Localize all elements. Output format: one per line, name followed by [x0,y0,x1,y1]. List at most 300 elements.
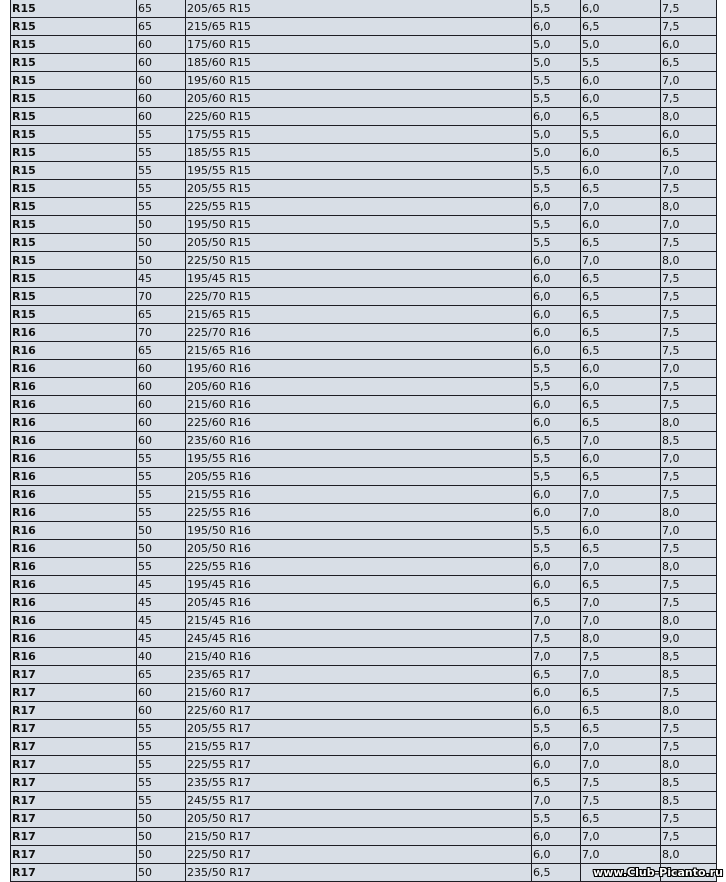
profile-cell: 55 [137,720,186,738]
profile-cell: 45 [137,576,186,594]
tire-size-cell: 215/65 R15 [186,18,532,36]
table-row [11,126,717,144]
profile-cell: 60 [137,36,186,54]
max-rim-width-cell: 6,5 [661,144,717,162]
tire-size-cell: 235/55 R17 [186,774,532,792]
profile-cell: 50 [137,252,186,270]
tire-size-cell: 185/60 R15 [186,54,532,72]
min-rim-width-cell: 6,0 [532,342,581,360]
tire-size-cell: 215/65 R15 [186,306,532,324]
profile-cell: 55 [137,162,186,180]
table-row [11,378,717,396]
profile-cell: 55 [137,558,186,576]
rim-diameter-cell: R16 [11,504,137,522]
rec-rim-width-cell: 6,5 [581,720,661,738]
profile-cell: 55 [137,180,186,198]
tire-size-cell: 175/55 R15 [186,126,532,144]
tire-size-cell: 235/50 R17 [186,864,532,882]
table-row [11,558,717,576]
rec-rim-width-cell: 6,5 [581,234,661,252]
table-row [11,0,717,18]
tire-size-cell: 195/55 R15 [186,162,532,180]
table-row [11,486,717,504]
min-rim-width-cell: 5,5 [532,468,581,486]
table-row [11,648,717,666]
rec-rim-width-cell: 6,0 [581,378,661,396]
tire-size-cell: 215/60 R16 [186,396,532,414]
max-rim-width-cell: 7,5 [661,0,717,18]
tire-size-cell: 185/55 R15 [186,144,532,162]
table-row [11,198,717,216]
max-rim-width-cell: 8,5 [661,792,717,810]
profile-cell: 50 [137,864,186,882]
rim-diameter-cell: R15 [11,288,137,306]
table-row [11,216,717,234]
max-rim-width-cell: 8,0 [661,252,717,270]
table-row [11,576,717,594]
profile-cell: 65 [137,666,186,684]
rec-rim-width-cell: 6,5 [581,540,661,558]
tire-size-cell: 205/60 R16 [186,378,532,396]
rec-rim-width-cell: 6,5 [581,288,661,306]
rim-diameter-cell: R15 [11,90,137,108]
max-rim-width-cell: 7,5 [661,288,717,306]
min-rim-width-cell: 6,0 [532,324,581,342]
profile-cell: 50 [137,846,186,864]
profile-cell: 65 [137,0,186,18]
min-rim-width-cell: 6,0 [532,270,581,288]
rim-diameter-cell: R16 [11,468,137,486]
table-row [11,522,717,540]
table-row [11,396,717,414]
profile-cell: 55 [137,198,186,216]
min-rim-width-cell: 6,5 [532,666,581,684]
table-row [11,234,717,252]
table-row [11,342,717,360]
rec-rim-width-cell: 7,5 [581,774,661,792]
tire-size-cell: 215/50 R17 [186,828,532,846]
rim-diameter-cell: R15 [11,180,137,198]
table-row [11,324,717,342]
rec-rim-width-cell: 7,0 [581,666,661,684]
tire-size-cell: 195/50 R15 [186,216,532,234]
rec-rim-width-cell: 6,5 [581,342,661,360]
tire-size-cell: 245/55 R17 [186,792,532,810]
tire-size-cell: 205/55 R15 [186,180,532,198]
max-rim-width-cell: 7,5 [661,396,717,414]
profile-cell: 60 [137,396,186,414]
min-rim-width-cell: 5,5 [532,720,581,738]
min-rim-width-cell: 5,5 [532,90,581,108]
max-rim-width-cell: 7,0 [661,216,717,234]
max-rim-width-cell: 7,5 [661,180,717,198]
max-rim-width-cell: 8,0 [661,702,717,720]
profile-cell: 55 [137,126,186,144]
table-row [11,288,717,306]
rim-diameter-cell: R16 [11,486,137,504]
table-row [11,450,717,468]
min-rim-width-cell: 7,5 [532,630,581,648]
profile-cell: 50 [137,810,186,828]
min-rim-width-cell: 7,0 [532,612,581,630]
table-row [11,684,717,702]
rec-rim-width-cell: 6,0 [581,450,661,468]
rec-rim-width-cell: 6,5 [581,684,661,702]
table-row [11,414,717,432]
rec-rim-width-cell: 6,5 [581,18,661,36]
min-rim-width-cell: 5,5 [532,162,581,180]
tire-size-cell: 195/50 R16 [186,522,532,540]
min-rim-width-cell: 6,0 [532,684,581,702]
min-rim-width-cell: 5,5 [532,180,581,198]
min-rim-width-cell: 6,0 [532,414,581,432]
rec-rim-width-cell: 6,5 [581,306,661,324]
rec-rim-width-cell: 6,5 [581,270,661,288]
max-rim-width-cell: 8,5 [661,774,717,792]
rec-rim-width-cell: 6,0 [581,360,661,378]
table-row [11,360,717,378]
min-rim-width-cell: 5,0 [532,144,581,162]
tire-size-cell: 225/70 R16 [186,324,532,342]
rim-diameter-cell: R15 [11,144,137,162]
max-rim-width-cell: 7,5 [661,810,717,828]
table-row [11,36,717,54]
profile-cell: 55 [137,774,186,792]
max-rim-width-cell: 8,0 [661,504,717,522]
profile-cell: 45 [137,594,186,612]
rec-rim-width-cell: 7,0 [581,738,661,756]
table-row [11,666,717,684]
profile-cell: 55 [137,504,186,522]
rim-diameter-cell: R16 [11,324,137,342]
rec-rim-width-cell: 6,0 [581,0,661,18]
rec-rim-width-cell: 7,0 [581,828,661,846]
rec-rim-width-cell: 6,5 [581,468,661,486]
table-row [11,108,717,126]
profile-cell: 65 [137,18,186,36]
profile-cell: 55 [137,450,186,468]
rim-diameter-cell: R16 [11,630,137,648]
min-rim-width-cell: 6,0 [532,828,581,846]
tire-size-cell: 215/45 R16 [186,612,532,630]
table-row [11,828,717,846]
max-rim-width-cell: 7,5 [661,828,717,846]
max-rim-width-cell: 7,5 [661,234,717,252]
min-rim-width-cell: 7,0 [532,792,581,810]
min-rim-width-cell: 6,0 [532,504,581,522]
table-row [11,792,717,810]
rim-diameter-cell: R16 [11,378,137,396]
tire-size-cell: 205/55 R17 [186,720,532,738]
rim-diameter-cell: R16 [11,594,137,612]
tire-size-cell: 205/65 R15 [186,0,532,18]
max-rim-width-cell: 7,5 [661,270,717,288]
min-rim-width-cell: 5,5 [532,360,581,378]
table-row [11,810,717,828]
rec-rim-width-cell: 6,0 [581,144,661,162]
rim-diameter-cell: R15 [11,18,137,36]
profile-cell: 60 [137,72,186,90]
tire-size-cell: 205/60 R15 [186,90,532,108]
profile-cell: 70 [137,324,186,342]
rim-diameter-cell: R16 [11,540,137,558]
tire-size-cell: 235/65 R17 [186,666,532,684]
rim-diameter-cell: R15 [11,198,137,216]
min-rim-width-cell: 5,5 [532,540,581,558]
max-rim-width-cell: 8,5 [661,432,717,450]
tire-size-cell: 205/50 R16 [186,540,532,558]
table-row [11,630,717,648]
table-row [11,612,717,630]
rec-rim-width-cell: 7,0 [581,846,661,864]
max-rim-width-cell: 8,0 [661,612,717,630]
tire-size-cell: 235/60 R16 [186,432,532,450]
max-rim-width-cell: 6,0 [661,126,717,144]
max-rim-width-cell: 8,0 [661,558,717,576]
max-rim-width-cell: 8,0 [661,414,717,432]
min-rim-width-cell: 6,0 [532,486,581,504]
table-row [11,774,717,792]
rim-diameter-cell: R17 [11,810,137,828]
tire-size-cell: 215/40 R16 [186,648,532,666]
rim-diameter-cell: R15 [11,126,137,144]
max-rim-width-cell: 7,5 [661,540,717,558]
rim-diameter-cell: R16 [11,612,137,630]
table-row [11,306,717,324]
max-rim-width-cell: 7,5 [661,306,717,324]
tire-size-cell: 225/60 R15 [186,108,532,126]
table-row [11,54,717,72]
max-rim-width-cell: 7,0 [661,162,717,180]
table-row [11,846,717,864]
tire-size-cell: 195/60 R16 [186,360,532,378]
table-row [11,738,717,756]
min-rim-width-cell: 6,0 [532,846,581,864]
rec-rim-width-cell: 5,5 [581,54,661,72]
rim-diameter-cell: R15 [11,162,137,180]
table-row [11,756,717,774]
rec-rim-width-cell: 7,0 [581,504,661,522]
rim-diameter-cell: R15 [11,270,137,288]
max-rim-width-cell: 7,0 [661,522,717,540]
max-rim-width-cell: 7,5 [661,324,717,342]
rim-diameter-cell: R16 [11,522,137,540]
profile-cell: 55 [137,756,186,774]
table-row [11,252,717,270]
tire-size-table [10,0,717,882]
tire-size-cell: 225/55 R17 [186,756,532,774]
rec-rim-width-cell: 7,0 [581,594,661,612]
rec-rim-width-cell: 7,0 [581,432,661,450]
tire-size-cell: 205/45 R16 [186,594,532,612]
rec-rim-width-cell: 6,5 [581,108,661,126]
min-rim-width-cell: 5,5 [532,810,581,828]
profile-cell: 50 [137,540,186,558]
rim-diameter-cell: R16 [11,450,137,468]
rec-rim-width-cell: 6,0 [581,522,661,540]
table-row [11,720,717,738]
min-rim-width-cell: 5,0 [532,54,581,72]
profile-cell: 60 [137,684,186,702]
rim-diameter-cell: R17 [11,684,137,702]
profile-cell: 45 [137,270,186,288]
tire-size-cell: 225/55 R16 [186,558,532,576]
tire-size-cell: 195/45 R15 [186,270,532,288]
tire-size-cell: 205/55 R16 [186,468,532,486]
min-rim-width-cell: 5,5 [532,72,581,90]
profile-cell: 55 [137,144,186,162]
rec-rim-width-cell: 6,0 [581,162,661,180]
max-rim-width-cell: 8,0 [661,756,717,774]
max-rim-width-cell: 7,5 [661,90,717,108]
min-rim-width-cell: 6,0 [532,252,581,270]
table-row [11,180,717,198]
max-rim-width-cell: 8,0 [661,108,717,126]
profile-cell: 65 [137,342,186,360]
profile-cell: 60 [137,414,186,432]
min-rim-width-cell: 6,0 [532,558,581,576]
tire-size-cell: 225/60 R16 [186,414,532,432]
tire-size-cell: 205/50 R17 [186,810,532,828]
profile-cell: 60 [137,360,186,378]
site-watermark: www.Club-Picanto.ru [593,866,723,879]
table-row [11,144,717,162]
rim-diameter-cell: R17 [11,666,137,684]
max-rim-width-cell: 7,5 [661,594,717,612]
rim-diameter-cell: R16 [11,360,137,378]
min-rim-width-cell: 6,0 [532,306,581,324]
rim-diameter-cell: R17 [11,702,137,720]
tire-size-cell: 175/60 R15 [186,36,532,54]
rim-diameter-cell: R15 [11,54,137,72]
max-rim-width-cell: 7,5 [661,684,717,702]
max-rim-width-cell: 7,0 [661,450,717,468]
max-rim-width-cell: 7,5 [661,378,717,396]
profile-cell: 45 [137,612,186,630]
rec-rim-width-cell: 7,0 [581,198,661,216]
rim-diameter-cell: R15 [11,36,137,54]
max-rim-width-cell: 6,5 [661,54,717,72]
max-rim-width-cell: 6,0 [661,36,717,54]
rim-diameter-cell: R16 [11,576,137,594]
min-rim-width-cell: 6,0 [532,198,581,216]
min-rim-width-cell: 6,0 [532,288,581,306]
rec-rim-width-cell: 6,5 [581,324,661,342]
max-rim-width-cell: 8,0 [661,198,717,216]
profile-cell: 60 [137,108,186,126]
profile-cell: 45 [137,630,186,648]
rim-diameter-cell: R16 [11,558,137,576]
min-rim-width-cell: 5,5 [532,450,581,468]
min-rim-width-cell: 7,0 [532,648,581,666]
tire-table-body [11,0,717,882]
min-rim-width-cell: 6,0 [532,108,581,126]
rim-diameter-cell: R17 [11,792,137,810]
profile-cell: 60 [137,432,186,450]
table-row [11,468,717,486]
min-rim-width-cell: 6,0 [532,738,581,756]
tire-size-cell: 215/55 R16 [186,486,532,504]
max-rim-width-cell: 7,5 [661,720,717,738]
profile-cell: 70 [137,288,186,306]
table-row [11,90,717,108]
max-rim-width-cell: 7,0 [661,72,717,90]
rim-diameter-cell: R16 [11,432,137,450]
table-row [11,270,717,288]
tire-size-cell: 215/55 R17 [186,738,532,756]
rec-rim-width-cell: 7,5 [581,648,661,666]
tire-size-cell: 225/70 R15 [186,288,532,306]
max-rim-width-cell: 7,5 [661,342,717,360]
tire-size-cell: 225/50 R15 [186,252,532,270]
profile-cell: 60 [137,378,186,396]
tire-size-cell: 225/55 R16 [186,504,532,522]
rim-diameter-cell: R15 [11,306,137,324]
table-row [11,594,717,612]
max-rim-width-cell: 7,5 [661,576,717,594]
min-rim-width-cell: 6,0 [532,396,581,414]
profile-cell: 50 [137,216,186,234]
rim-diameter-cell: R15 [11,252,137,270]
rec-rim-width-cell: 7,5 [581,792,661,810]
rec-rim-width-cell: 6,0 [581,216,661,234]
min-rim-width-cell: 5,5 [532,0,581,18]
min-rim-width-cell: 6,5 [532,594,581,612]
rim-diameter-cell: R17 [11,828,137,846]
profile-cell: 50 [137,828,186,846]
min-rim-width-cell: 5,0 [532,36,581,54]
rec-rim-width-cell: 6,5 [581,396,661,414]
min-rim-width-cell: 5,5 [532,234,581,252]
max-rim-width-cell: 7,5 [661,486,717,504]
table-row [11,162,717,180]
rim-diameter-cell: R17 [11,846,137,864]
rim-diameter-cell: R15 [11,72,137,90]
rim-diameter-cell: R17 [11,864,137,882]
max-rim-width-cell: 7,0 [661,360,717,378]
profile-cell: 60 [137,54,186,72]
profile-cell: 40 [137,648,186,666]
max-rim-width-cell: 8,5 [661,648,717,666]
rim-diameter-cell: R16 [11,648,137,666]
rec-rim-width-cell: 6,5 [581,414,661,432]
rec-rim-width-cell: 5,0 [581,36,661,54]
table-row [11,72,717,90]
profile-cell: 65 [137,306,186,324]
table-row [11,18,717,36]
rec-rim-width-cell: 6,0 [581,90,661,108]
profile-cell: 55 [137,468,186,486]
tire-size-cell: 245/45 R16 [186,630,532,648]
min-rim-width-cell: 6,5 [532,432,581,450]
rec-rim-width-cell: 6,5 [581,810,661,828]
rim-diameter-cell: R17 [11,738,137,756]
min-rim-width-cell: 6,0 [532,18,581,36]
rim-diameter-cell: R15 [11,0,137,18]
rec-rim-width-cell: 6,5 [581,576,661,594]
table-row [11,504,717,522]
tire-size-cell: 215/65 R16 [186,342,532,360]
max-rim-width-cell: 7,5 [661,18,717,36]
max-rim-width-cell: 7,5 [661,468,717,486]
min-rim-width-cell: 6,0 [532,702,581,720]
tire-size-cell: 205/50 R15 [186,234,532,252]
rec-rim-width-cell: 7,0 [581,252,661,270]
rec-rim-width-cell: 7,0 [581,486,661,504]
table-row [11,540,717,558]
rec-rim-width-cell: 6,5 [581,180,661,198]
table-row [11,702,717,720]
